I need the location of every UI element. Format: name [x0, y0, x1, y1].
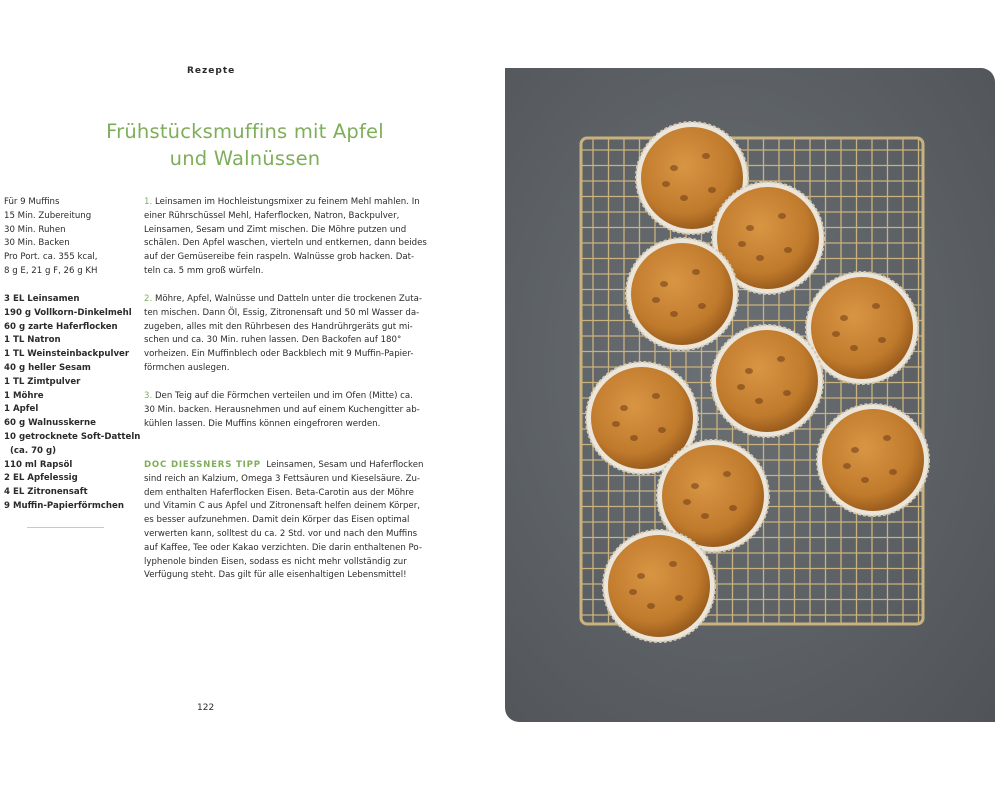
step-3: [144, 390, 420, 431]
ingredient-item: 4 EL Zitronensaft: [4, 487, 88, 498]
muffin-photo-illustration: [505, 68, 995, 722]
tip-line: und Vitamin C aus Apfel und Zitronensaft helfen deinem Körper,: [144, 501, 420, 512]
title-line-2: und Walnüssen: [169, 147, 321, 170]
tip-box: [144, 459, 424, 583]
tip-line: Leinsamen, Sesam und Haferflocken: [266, 460, 424, 470]
step-3-line: Den Teig auf die Förmchen verteilen und im Ofen (Mitte) ca.: [154, 391, 413, 401]
title-line-1: Frühstücksmuffins mit Apfel: [106, 120, 384, 143]
tip-line: sind reich an Kalzium, Omega 3 Fettsäuren und Kieselsäure. Zu-: [144, 473, 421, 484]
step-3-line: 30 Min. backen. Herausnehmen und auf einem Kuchengitter ab-: [144, 404, 420, 415]
step-1-line: schälen. Den Apfel waschen, vierteln und entkernen, dann beides: [144, 238, 427, 249]
tip-line: es besser aufzunehmen. Damit dein Körper das Eisen optimal: [144, 515, 410, 526]
ingredient-item: 3 EL Leinsamen: [4, 294, 80, 304]
ingredient-item: 1 TL Zimtpulver: [4, 376, 81, 387]
step-1-line: Leinsamen, Sesam und Zimt mischen. Die Möhre putzen und: [144, 224, 407, 235]
muffin: [711, 325, 823, 437]
tip-line: lyphenole binden Eisen, sodass es nicht mehr vollständig zur: [144, 556, 407, 567]
muffin: [806, 272, 918, 384]
step-1-number: 1.: [144, 197, 153, 207]
muffin-photo: [505, 68, 995, 722]
ingredient-item: 60 g zarte Haferflocken: [4, 321, 118, 332]
step-3-line: kühlen lassen. Die Muffins können eingefroren werden.: [144, 418, 381, 429]
step-1-line: teln ca. 5 mm groß würfeln.: [144, 265, 264, 276]
step-1-line: Leinsamen im Hochleistungsmixer zu feinem Mehl mahlen. In: [154, 197, 420, 207]
info-macros: 8 g E, 21 g F, 26 g KH: [4, 265, 98, 276]
step-1-line: auf der Gemüsereibe fein raspeln. Walnüsse grob hacken. Dat-: [144, 252, 415, 263]
recipe-info: [4, 196, 134, 279]
info-calories: Pro Port. ca. 355 kcal,: [4, 252, 98, 263]
ingredient-item: 1 TL Weinsteinbackpulver: [4, 349, 130, 360]
info-prep-time: 15 Min. Zubereitung: [4, 210, 92, 221]
ingredient-item: 60 g Walnusskerne: [4, 418, 96, 429]
ingredient-item: 1 Apfel: [4, 404, 39, 415]
step-2-line: vorheizen. Ein Muffinblech oder Backblech mit 9 Muffin-Papier-: [144, 349, 414, 360]
step-2-line: zugeben, alles mit den Rührbesen des Handrührgeräts gut mi-: [144, 321, 413, 332]
ingredient-item: 1 Möhre: [4, 390, 44, 401]
tip-label: DOC DIESSNERS TIPP: [144, 460, 261, 470]
info-servings: Für 9 Muffins: [4, 197, 60, 207]
step-3-number: 3.: [144, 391, 153, 401]
muffin: [626, 238, 738, 350]
step-2-line: Möhre, Apfel, Walnüsse und Datteln unter die trockenen Zuta-: [154, 294, 422, 304]
step-2-line: förmchen auslegen.: [144, 362, 230, 373]
info-bake-time: 30 Min. Backen: [4, 238, 70, 249]
step-2: [144, 293, 422, 376]
ingredient-item: 40 g heller Sesam: [4, 362, 91, 373]
ingredient-item: 1 TL Natron: [4, 335, 61, 346]
tip-line: auf Kaffee, Tee oder Kakao verzichten. Die darin enthaltenen Po-: [144, 542, 422, 553]
ingredient-divider: [27, 527, 104, 528]
ingredient-list: [4, 293, 139, 514]
step-2-number: 2.: [144, 294, 153, 304]
ingredient-item: 2 EL Apfelessig: [4, 473, 78, 484]
tip-line: dem enthalten Haferflocken Eisen. Beta-Carotin aus der Möhre: [144, 487, 414, 498]
step-2-line: schen und ca. 30 Min. ruhen lassen. Den Backofen auf 180°: [144, 335, 402, 346]
step-1-line: einer Rührschüssel Mehl, Haferflocken, Natron, Backpulver,: [144, 210, 400, 221]
ingredient-item: 10 getrocknete Soft-Datteln: [4, 431, 141, 442]
tip-line: verwerten kann, solltest du ca. 2 Std. vor und nach den Muffins: [144, 528, 418, 539]
muffin: [603, 530, 715, 642]
page-number: 122: [197, 703, 215, 713]
ingredient-item: 9 Muffin-Papierförmchen: [4, 500, 124, 511]
ingredient-item: 190 g Vollkorn-Dinkelmehl: [4, 307, 132, 318]
info-rest-time: 30 Min. Ruhen: [4, 224, 66, 235]
muffin: [817, 404, 929, 516]
recipe-title: [40, 118, 450, 172]
step-1: [144, 196, 427, 279]
ingredient-item: 110 ml Rapsöl: [4, 459, 73, 470]
tip-line: Verfügung steht. Das gilt für alle eisenhaltigen Lebensmittel!: [144, 570, 407, 581]
step-2-line: ten mischen. Dann Öl, Essig, Zitronensaft und 50 ml Wasser da-: [144, 307, 420, 318]
section-label: Rezepte: [187, 66, 236, 76]
ingredient-item: (ca. 70 g): [10, 445, 57, 456]
